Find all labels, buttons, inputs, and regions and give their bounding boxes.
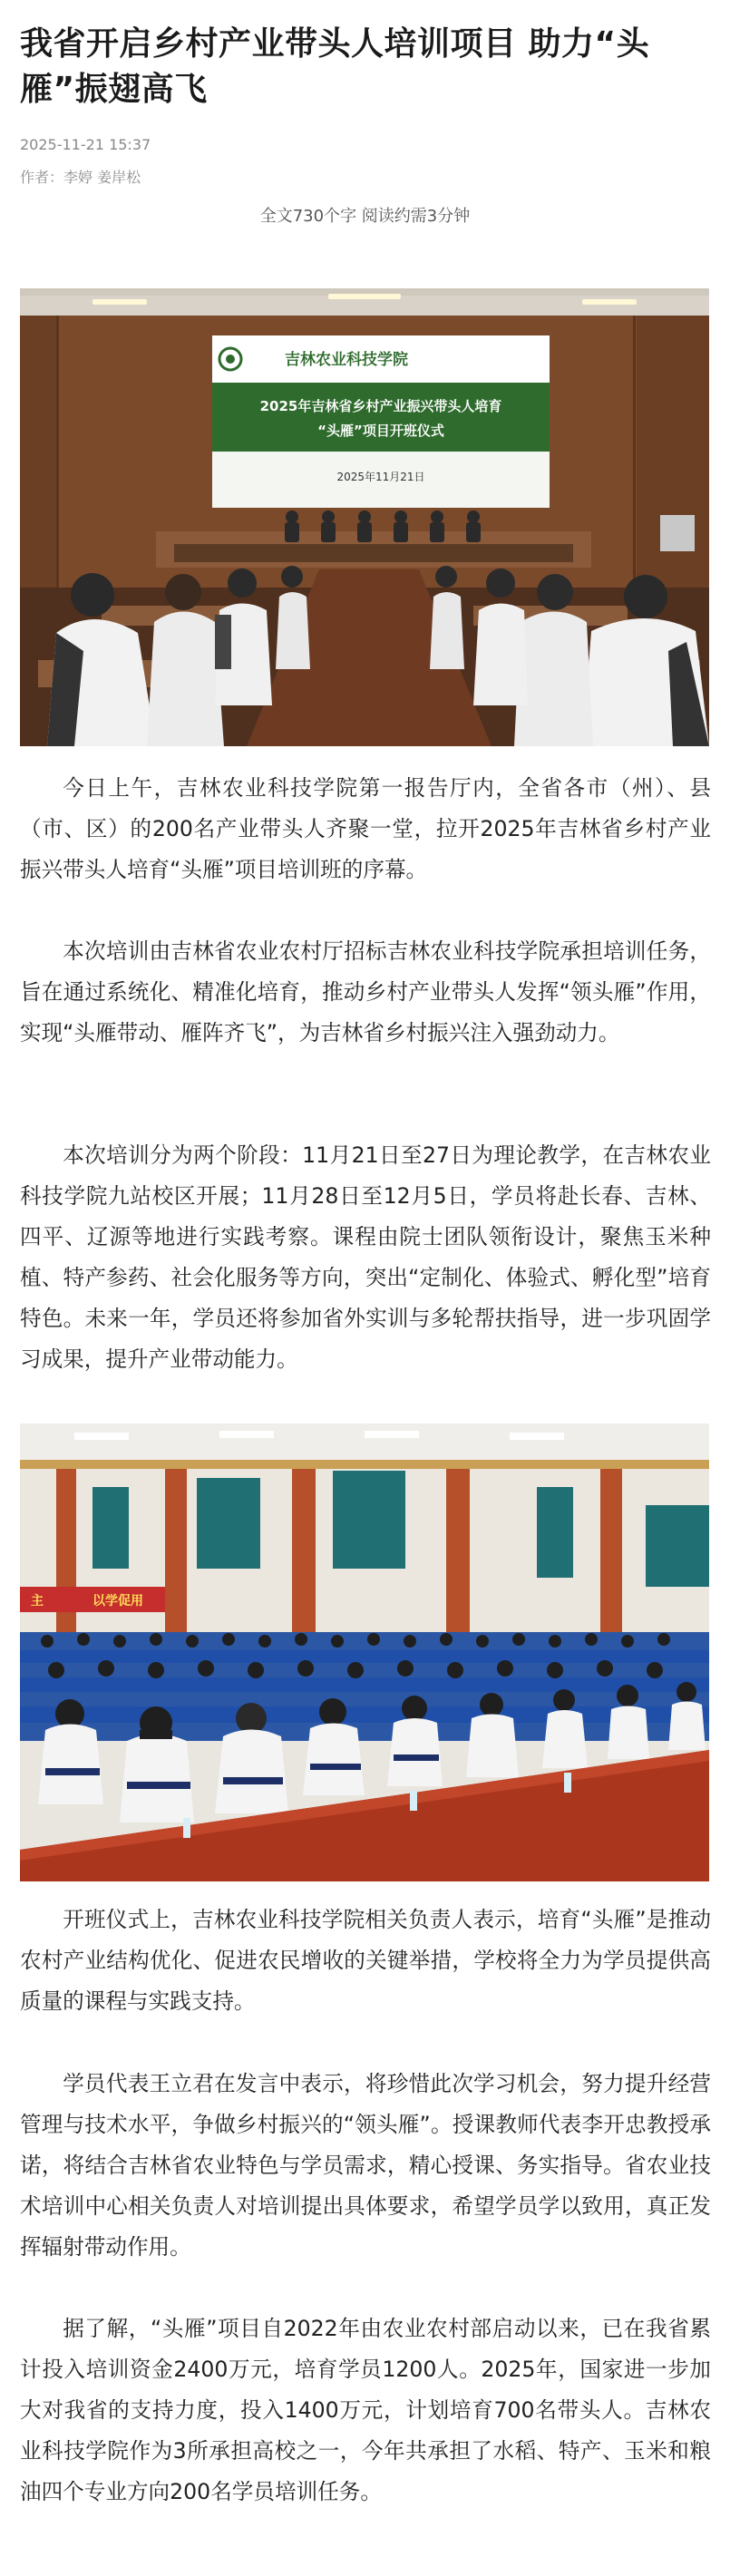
banner-date: 2025年11月21日 (336, 471, 425, 483)
classroom-photo-scene (20, 1424, 709, 1881)
banner-line-2: “头雁”项目开班仪式 (317, 423, 444, 439)
author-line: 作者：李婷 姜岸松 (20, 169, 141, 186)
ceremony-photo-scene (20, 288, 709, 746)
paragraph-3: 本次培训分为两个阶段：11月21日至27日为理论教学，在吉林农业科技学院九站校区开展；11月28日至12月5日，学员将赴长春、吉林、四平、辽源等地进行实践考察。课程由院士团队领衔设计，聚焦玉米种植、特产参药、社会化服务等方向，突出“定制化、体验式、孵化型”培育特色。未来一年，学员还将参加省外实训与多轮帮扶指导，进一步巩固学习成果，提升产业带动能力。 (20, 1142, 711, 1372)
reading-stats: 全文730个字 阅读约需3分钟 (259, 207, 471, 226)
ceremony-photo (20, 288, 709, 746)
article-title: 我省开启乡村产业带头人培训项目 助力“头雁”振翅高飞 (20, 25, 650, 108)
classroom-banner-left: 主 (31, 1594, 44, 1609)
paragraph-1: 今日上午，吉林农业科技学院第一报告厅内，全省各市（州）、县（市、区）的200名产业带头人齐聚一堂，拉开2025年吉林省乡村产业振兴带头人培育“头雁”项目培训班的序幕。 (20, 775, 711, 882)
paragraph-4: 开班仪式上，吉林农业科技学院相关负责人表示，培育“头雁”是推动农村产业结构优化、促进农民增收的关键举措，学校将全力为学员提供高质量的课程与实践支持。 (20, 1907, 711, 2014)
paragraph-5: 学员代表王立君在发言中表示，将珍惜此次学习机会，努力提升经营管理与技术水平，争做乡村振兴的“领头雁”。授课教师代表李开忠教授承诺，将结合吉林省农业特色与学员需求，精心授课、务实指导。省农业技术培训中心相关负责人对培训提出具体要求，希望学员学以致用，真正发挥辐射带动作用。 (20, 2071, 711, 2260)
classroom-banner-right: 以学促用 (92, 1594, 143, 1609)
paragraph-6: 据了解，“头雁”项目自2022年由农业农村部启动以来，已在我省累计投入培训资金2400万元，培育学员1200人。2025年，国家进一步加大对我省的支持力度，投入1400万元，计划培育700名带头人。吉林农业科技学院作为3所承担高校之一，今年共承担了水稻、特产、玉米和粮油四个专业方向200名学员培训任务。 (20, 2316, 711, 2504)
classroom-photo (20, 1424, 709, 1881)
banner-line-1: 2025年吉林省乡村产业振兴带头人培育 (259, 398, 502, 414)
publish-date: 2025-11-21 15:37 (20, 136, 151, 153)
paragraph-2: 本次培训由吉林省农业农村厅招标吉林农业科技学院承担培训任务，旨在通过系统化、精准化培育，推动乡村产业带头人发挥“领头雁”作用，实现“头雁带动、雁阵齐飞”，为吉林省乡村振兴注入强劲动力。 (20, 938, 711, 1045)
banner-school-name: 吉林农业科技学院 (285, 351, 408, 369)
